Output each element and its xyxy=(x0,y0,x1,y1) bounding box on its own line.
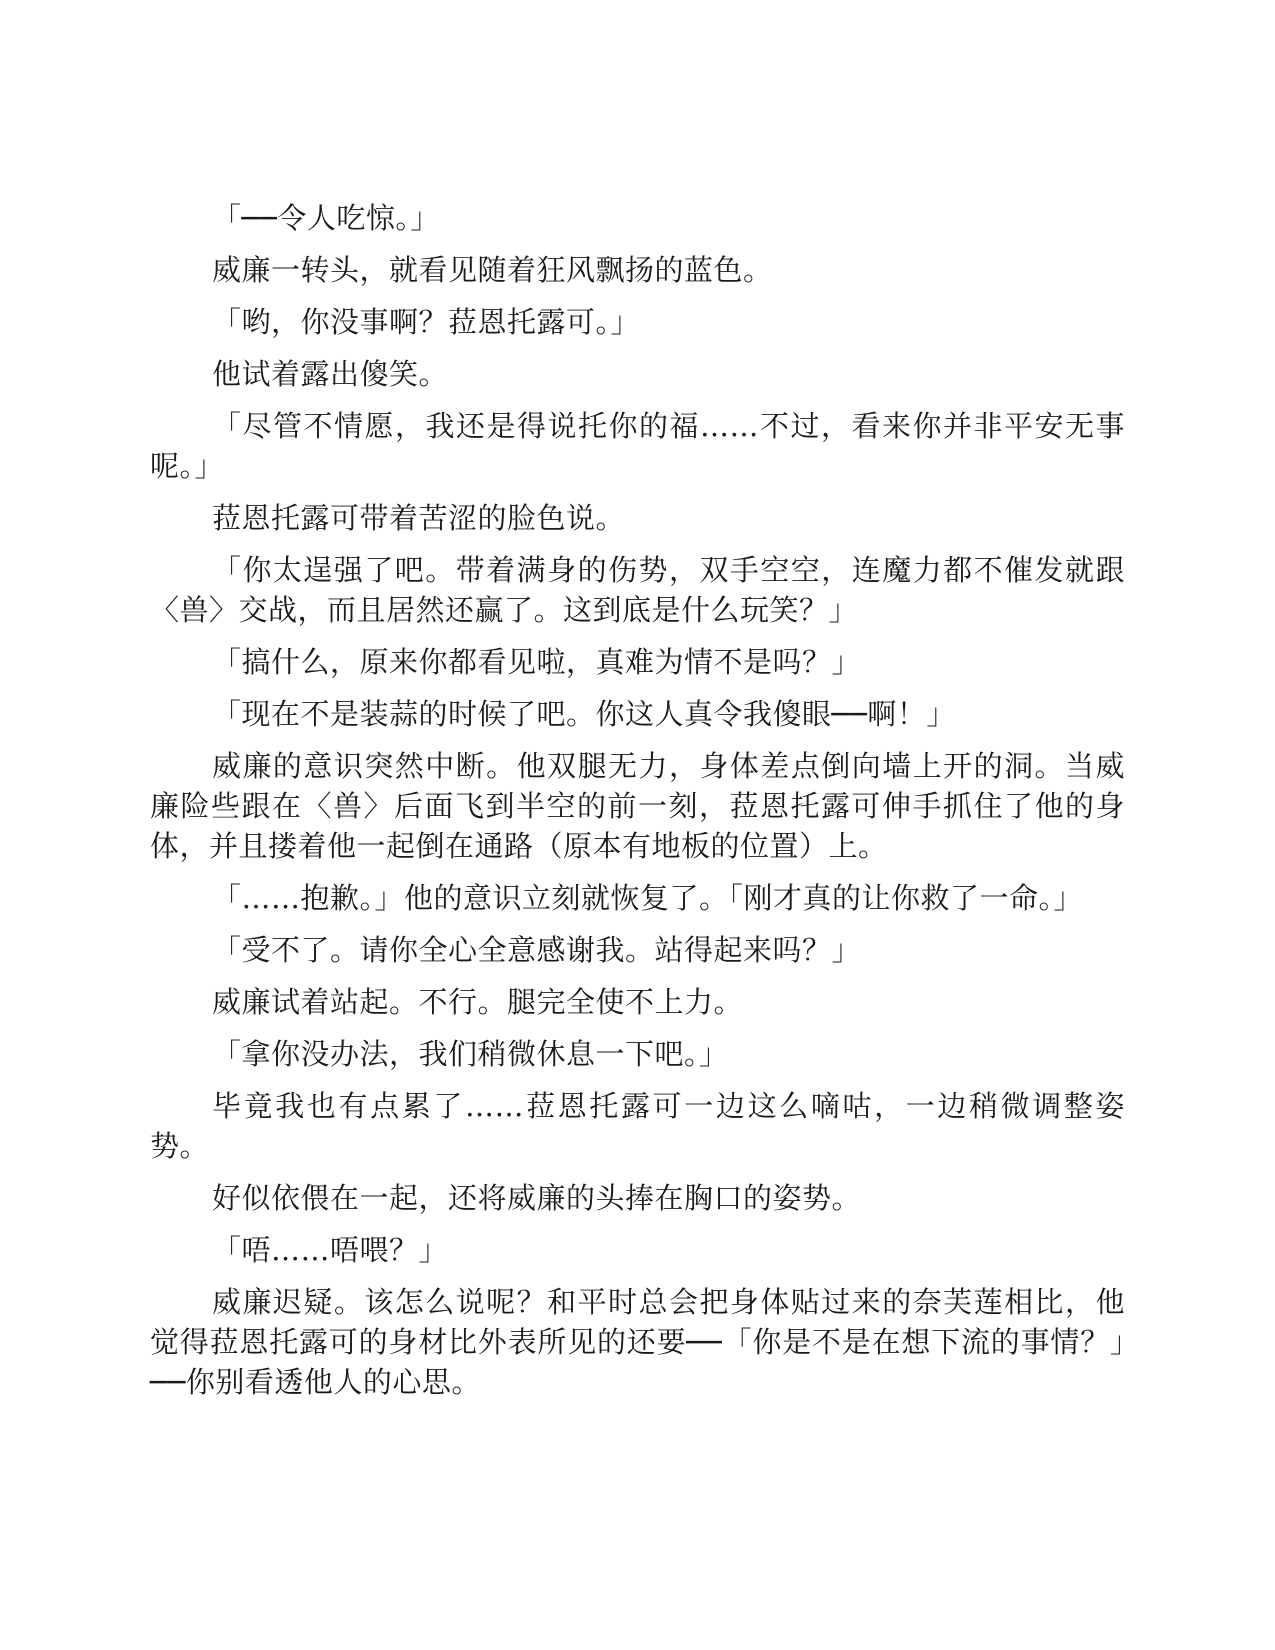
paragraph: 威廉试着站起。不行。腿完全使不上力。 xyxy=(212,985,744,1019)
paragraph: 「受不了。请你全心全意感谢我。站得起来吗？」 xyxy=(212,933,862,967)
paragraph: 「拿你没办法，我们稍微休息一下吧。」 xyxy=(212,1037,729,1071)
paragraph: 毕竟我也有点累了……菈恩托露可一边这么嘀咕，一边稍微调整姿势。 xyxy=(150,1089,1125,1163)
paragraph: 菈恩托露可带着苦涩的脸色说。 xyxy=(212,501,626,535)
paragraph: 「你太逞强了吧。带着满身的伤势，双手空空，连魔力都不催发就跟〈兽〉交战，而且居然还赢了。这到底是什么玩笑？」 xyxy=(150,553,1125,627)
paragraph: 他试着露出傻笑。 xyxy=(212,357,449,391)
paragraph: 「哟，你没事啊？菈恩托露可。」 xyxy=(212,305,641,339)
paragraph: 「搞什么，原来你都看见啦，真难为情不是吗？」 xyxy=(212,645,862,679)
paragraph: 「──令人吃惊。」 xyxy=(212,201,440,235)
page-body xyxy=(150,198,1125,1414)
paragraph: 威廉一转头，就看见随着狂风飘扬的蓝色。 xyxy=(212,253,773,287)
paragraph: 「……抱歉。」他的意识立刻就恢复了。「刚才真的让你救了一命。」 xyxy=(212,881,1084,915)
paragraph: 好似依偎在一起，还将威廉的头捧在胸口的姿势。 xyxy=(212,1181,862,1215)
paragraph: 「尽管不情愿，我还是得说托你的福……不过，看来你并非平安无事呢。」 xyxy=(150,409,1125,483)
paragraph: 「现在不是装蒜的时候了吧。你这人真令我傻眼──啊！」 xyxy=(212,697,956,731)
paragraph: 威廉迟疑。该怎么说呢？和平时总会把身体贴过来的奈芙莲相比，他觉得菈恩托露可的身材比外表所见的还要──「你是不是在想下流的事情？」──你别看透他人的心思。 xyxy=(150,1285,1125,1399)
paragraph: 「唔……唔喂？」 xyxy=(212,1233,449,1267)
paragraph: 威廉的意识突然中断。他双腿无力，身体差点倒向墙上开的洞。当威廉险些跟在〈兽〉后面飞到半空的前一刻，菈恩托露可伸手抓住了他的身体，并且搂着他一起倒在通路（原本有地板的位置）上。 xyxy=(150,749,1125,863)
